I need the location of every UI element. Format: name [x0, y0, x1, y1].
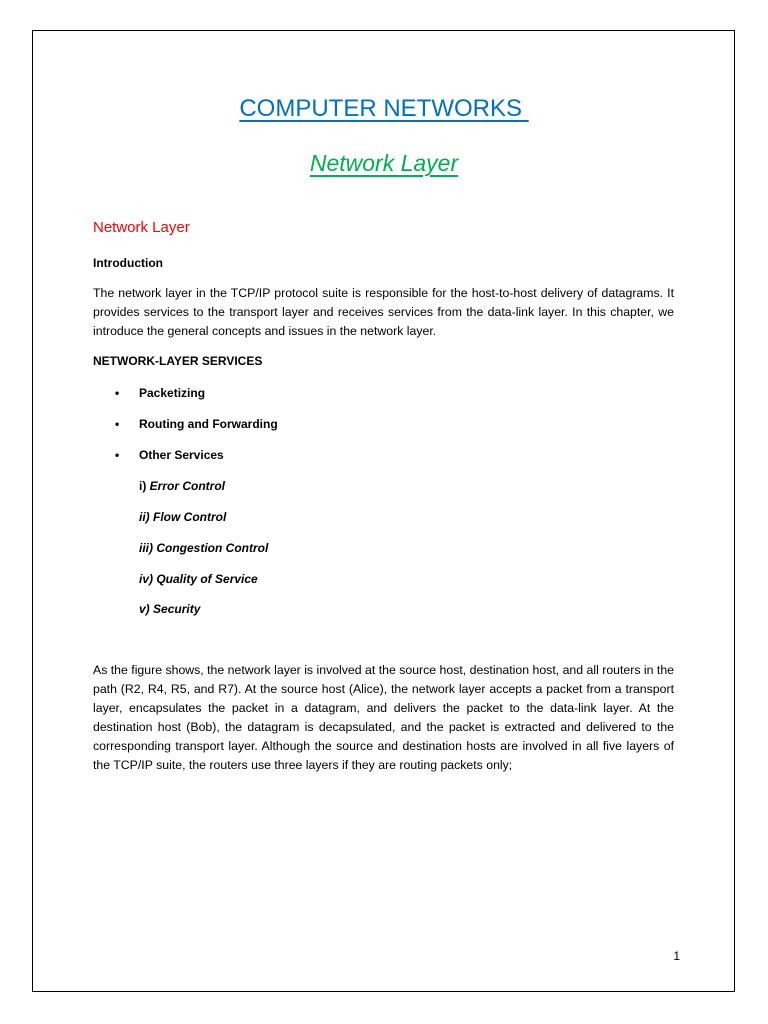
- bullet-marker: •: [115, 417, 120, 431]
- intro-heading: Introduction: [93, 256, 163, 270]
- document-subtitle: Network Layer: [309, 150, 459, 176]
- sub-item-label: Congestion Control: [156, 541, 269, 555]
- sub-item-congestion-control: [139, 539, 268, 557]
- sub-item-number: iii): [139, 541, 157, 555]
- sub-item-label: Security: [153, 602, 201, 616]
- sub-item-quality-of-service: [139, 570, 258, 588]
- section-heading: Network Layer: [93, 219, 190, 236]
- sub-item-label: Flow Control: [153, 510, 227, 524]
- page-number: 1: [673, 949, 680, 963]
- bullet-item-packetizing: Packetizing: [139, 386, 206, 400]
- document-title: COMPUTER NETWORKS: [239, 95, 529, 122]
- sub-item-label: Error Control: [149, 479, 226, 493]
- bullet-marker: •: [115, 448, 120, 462]
- sub-item-number: i): [139, 479, 150, 493]
- figure-paragraph: As the figure shows, the network layer is involved at the source host, destination host, and all routers in the path (R2, R4, R5, and R7). At the source host (Alice), the network layer accepts a packet from a transport layer, encapsulates the packet in a datagram, and delivers the packet to the data-link layer. At the destination host (Bob), the datagram is decapsulated, and the packet is extracted and delivered to the corresponding transport layer. Although the source and destination hosts are involved in all five layers of the TCP/IP suite, the routers use three layers if they are routing packets only;: [93, 663, 675, 772]
- services-heading: NETWORK-LAYER SERVICES: [93, 354, 263, 368]
- sub-item-flow-control: [139, 508, 226, 526]
- sub-item-number: v): [139, 602, 154, 616]
- sub-item-security: [139, 600, 200, 618]
- sub-item-number: ii): [139, 510, 153, 524]
- bullet-item-other-services: Other Services: [139, 448, 224, 462]
- sub-item-label: Quality of Service: [156, 572, 258, 586]
- sub-item-number: iv): [139, 572, 157, 586]
- sub-item-error-control: [139, 477, 225, 495]
- bullet-marker: •: [115, 386, 120, 400]
- intro-paragraph: The network layer in the TCP/IP protocol suite is responsible for the host-to-host delivery of datagrams. It provides services to the transport layer and receives services from the data-link layer. In this chapter, we introduce the general concepts and issues in the network layer.: [93, 286, 674, 338]
- bullet-item-routing: Routing and Forwarding: [139, 417, 278, 431]
